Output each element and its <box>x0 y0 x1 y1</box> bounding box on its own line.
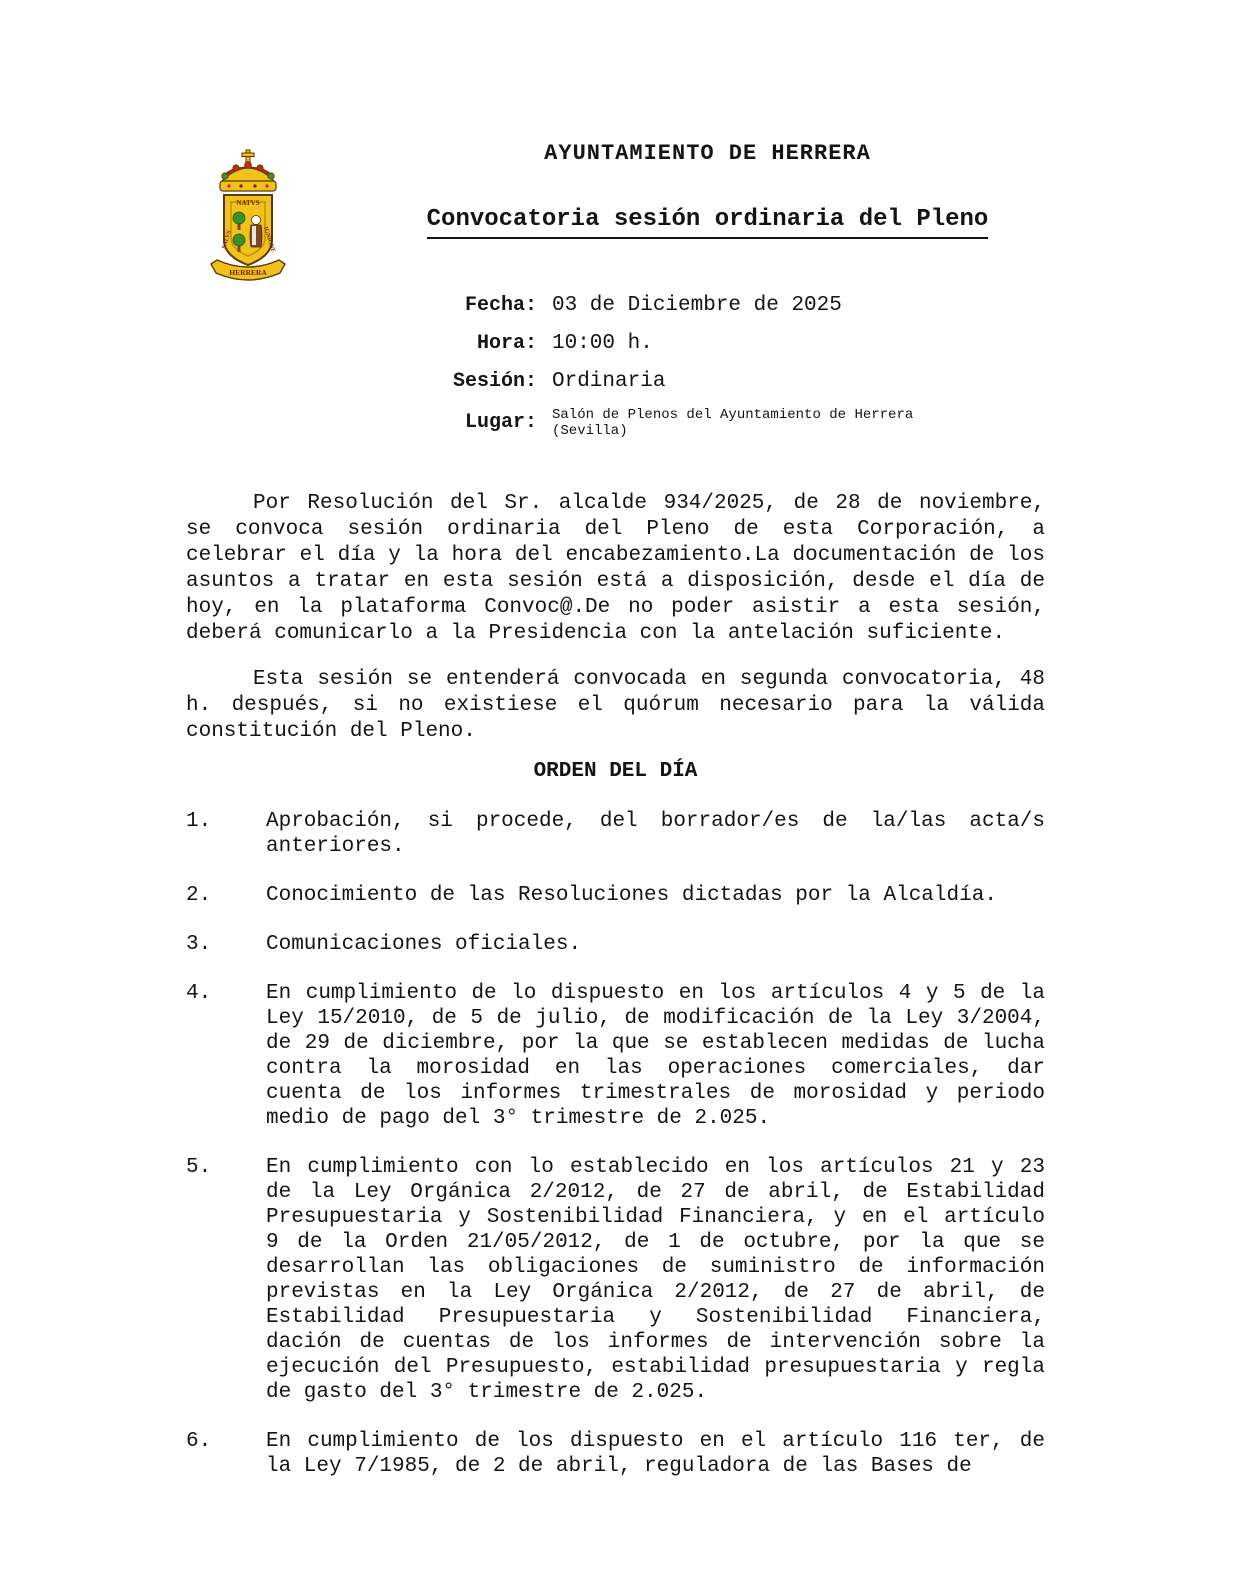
page-title: AYUNTAMIENTO DE HERRERA <box>544 141 871 166</box>
agenda-list <box>186 809 1045 1479</box>
agenda-item-number: 5. <box>186 1156 212 1179</box>
agenda-item-1 <box>186 809 1045 859</box>
field-label-fecha: Fecha: <box>464 294 537 317</box>
field-value-lugar: Salón de Plenos del Ayuntamiento de Herrera (Sevilla) <box>552 407 914 439</box>
field-row-fecha <box>186 293 1045 319</box>
agenda-item-text: Comunicaciones oficiales. <box>266 933 582 956</box>
agenda-item-number: 2. <box>186 884 212 907</box>
field-value-sesion: Ordinaria <box>552 370 666 393</box>
paragraph-segunda-convocatoria: Esta sesión se entenderá convocada en segunda convocatoria, 48 h. después, si no existiese el quórum necesario para la válida constitución del Pleno. <box>186 668 1045 743</box>
agenda-item-text: Conocimiento de las Resoluciones dictadas por la Alcaldía. <box>266 884 997 907</box>
page-subtitle: Convocatoria sesión ordinaria del Pleno <box>427 205 989 239</box>
document-header <box>370 0 1045 239</box>
session-details <box>186 293 1045 439</box>
agenda-item-text: En cumplimiento de lo dispuesto en los artículos 4 y 5 de la Ley 15/2010, de 5 de julio, de modificación de la Ley 3/2004, de 29 de diciembre, por la que se establecen medidas de lucha contra la morosidad en las operaciones comerciales, dar cuenta de los informes trimestrales de morosidad y periodo medio de pago del 3° trimestre de 2.025. <box>266 982 1045 1130</box>
agenda-item-5 <box>186 1155 1045 1405</box>
agenda-item-text: En cumplimiento de los dispuesto en el artículo 116 ter, de la Ley 7/1985, de 2 de abril, reguladora de las Bases de <box>266 1430 1045 1478</box>
agenda-item-4 <box>186 981 1045 1131</box>
crown-icon <box>220 162 276 191</box>
field-row-hora <box>186 331 1045 357</box>
field-label-hora: Hora: <box>476 332 537 355</box>
agenda-item-2 <box>186 883 1045 908</box>
agenda-item-number: 6. <box>186 1430 212 1453</box>
motto-right-text: IGNIONE <box>261 226 276 254</box>
field-label-sesion: Sesión: <box>452 370 537 393</box>
agenda-item-6 <box>186 1429 1045 1479</box>
motto-top-text: NATVS <box>236 199 260 207</box>
agenda-item-number: 1. <box>186 810 212 833</box>
field-value-hora: 10:00 h. <box>552 332 653 355</box>
motto-left-text: SALVS <box>221 229 233 250</box>
agenda-heading: ORDEN DEL DÍA <box>533 760 698 783</box>
field-value-fecha: 03 de Diciembre de 2025 <box>552 294 842 317</box>
shield-icon <box>221 195 276 265</box>
agenda-item-number: 4. <box>186 982 212 1005</box>
agenda-item-3 <box>186 932 1045 957</box>
ribbon-text: HERRERA <box>229 268 267 277</box>
agenda-item-number: 3. <box>186 933 212 956</box>
agenda-item-text: En cumplimiento con lo establecido en los artículos 21 y 23 de la Ley Orgánica 2/2012, de 27 de abril, de Estabilidad Presupuestaria y Sostenibilidad Financiera, y en el artículo 9 de la Orden 21/05/2012, de 1 de octubre, por la que se desarrollan las obligaciones de suministro de información previstas en la Ley Orgánica 2/2012, de 27 de abril, de Estabilidad Presupuestaria y Sostenibilidad Financiera, dación de cuentas de los informes de intervención sobre la ejecución del Presupuesto, estabilidad presupuestaria y regla de gasto del 3° trimestre de 2.025. <box>266 1156 1045 1404</box>
page-subtitle-wrap <box>370 205 1045 239</box>
paragraph-convocatoria: Por Resolución del Sr. alcalde 934/2025, de 28 de noviembre, se convoca sesión ordinaria del Pleno de esta Corporación, a celebrar el día y la hora del encabezamiento.La documentación de los asuntos a tratar en esta sesión está a disposición, desde el día de hoy, en la plataforma Convoc@.De no poder asistir a esta sesión, deberá comunicarlo a la Presidencia con la antelación suficiente. <box>186 492 1045 645</box>
herrera-coat-of-arms-logo <box>203 148 293 286</box>
field-label-lugar: Lugar: <box>464 411 537 434</box>
field-row-sesion <box>186 369 1045 395</box>
agenda-item-text: Aprobación, si procede, del borrador/es de la/las acta/s anteriores. <box>266 810 1045 858</box>
field-row-lugar <box>186 407 1045 439</box>
